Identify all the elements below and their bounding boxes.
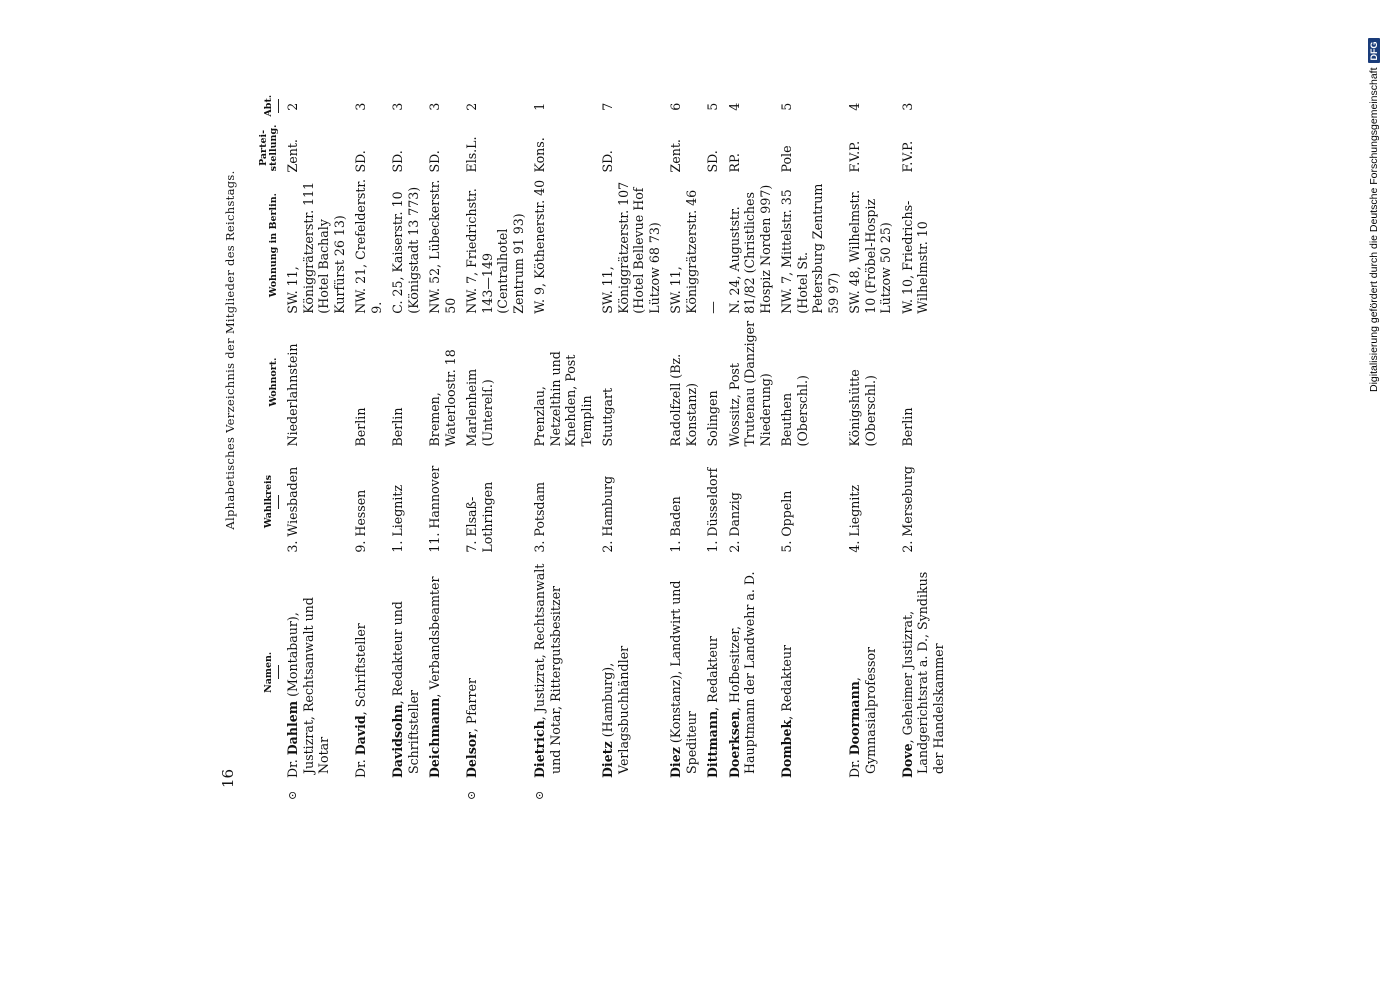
wohnort: Stuttgart <box>600 387 615 447</box>
wohnort: Beuthen (Oberschl.) <box>779 375 810 447</box>
partei: SD. <box>600 150 615 173</box>
table-row <box>668 90 705 790</box>
member-name <box>285 555 353 800</box>
profession: , Verbandsbeamter <box>427 576 442 698</box>
abteilung: 4 <box>726 102 742 111</box>
profession: , Redakteur <box>705 636 720 711</box>
member-name <box>727 555 780 790</box>
member-name <box>532 555 600 800</box>
surname: Doerksen <box>726 711 742 778</box>
abteilung: 3 <box>390 102 405 111</box>
surname: David <box>353 715 368 756</box>
header-name: Namen. <box>257 555 285 790</box>
partei: RP. <box>726 153 742 173</box>
table-row <box>390 90 427 790</box>
wohnort: Marlenheim (Unterelſ.) <box>464 368 495 447</box>
table-row <box>427 90 464 790</box>
member-name <box>464 555 532 800</box>
wahlkreis: 1. Baden <box>668 496 683 553</box>
wohnung: NW. 21, Crefelderstr. 9. <box>353 178 384 314</box>
member-name <box>705 555 727 790</box>
wohnung: NW. 7, Friedrichstr. 143—149 (Centralhotel Zentrum 91 93) <box>464 188 526 314</box>
table-row <box>847 90 900 790</box>
dfg-logo-icon: DFG <box>1368 38 1380 63</box>
page-title: Alphabetisches Verzeichnis der Mitglieder des Reichstags. <box>223 170 237 530</box>
wahlkreis: 9. Hessen <box>353 489 368 553</box>
credit-text: Digitalisierung gefördert durch die Deutsche Forschungsgemeinschaft <box>1368 67 1380 392</box>
members-table <box>257 90 952 800</box>
header-partei: Partei-stellung. <box>258 124 279 172</box>
surname: Dahlem <box>285 700 300 756</box>
dfg-credit <box>1366 8 1382 392</box>
wohnort: Bremen, Waterloostr. 18 <box>427 349 458 447</box>
wahlkreis: 7. Elsaß-Lothringen <box>464 481 495 553</box>
wohnort: Berlin <box>899 407 915 447</box>
name-prefix: Dr. <box>285 755 300 778</box>
wohnort: Wossitz, Post Trutenau (Danziger Niederung) <box>726 320 773 447</box>
partei: SD. <box>390 150 405 173</box>
table-row <box>779 90 847 790</box>
profession: , Geheimer Justizrat, Landgerichtsrat a. D., Syndikus der Handelskammer <box>899 571 946 774</box>
surname: Delsor <box>464 732 479 778</box>
table-row <box>727 90 780 790</box>
wahlkreis: 1. Düsseldorf <box>705 467 720 553</box>
wohnung: SW. 11, Königgrätzerstr. 111 (Hotel Bachaly Kurfürst 26 13) <box>285 181 347 314</box>
wohnung: SW. 11, Königgrätzerstr. 46 <box>668 189 699 314</box>
wohnort: Prenzlau, Netzelthin und Knehden, Post Templin <box>532 351 594 447</box>
partei: Zent. <box>285 139 300 173</box>
marker-icon: ⊙ <box>465 790 478 800</box>
member-name <box>427 555 464 790</box>
name-prefix: Dr. <box>847 755 862 778</box>
abteilung: 3 <box>427 102 442 111</box>
abteilung: 3 <box>899 102 915 111</box>
surname: Dittmann <box>705 710 720 778</box>
profession: , Justizrat, Rechtsanwalt und Notar, Rittergutsbesitzer <box>532 563 563 774</box>
wahlkreis: 5. Oppeln <box>779 490 794 553</box>
table-body <box>285 90 952 800</box>
wohnort: Berlin <box>353 407 368 447</box>
member-name <box>847 555 900 790</box>
wahlkreis: 1. Liegnitz <box>390 484 405 553</box>
profession: (Konstanz), Landwirt und Spediteur <box>668 580 699 774</box>
abteilung: 5 <box>705 102 720 111</box>
header-wohnort: Wohnort. <box>268 357 279 407</box>
member-name <box>779 555 847 790</box>
partei: F.V.P. <box>899 140 915 173</box>
surname: Dietrich <box>532 720 547 778</box>
surname: Doormann <box>847 681 862 756</box>
wohnung: C. 25, Kaiserstr. 10 (Königstadt 13 773) <box>390 186 421 314</box>
abteilung: 3 <box>353 102 368 111</box>
profession: , Hofbesitzer, Hauptmann der Landwehr a. D. <box>726 571 757 774</box>
abteilung: 6 <box>668 102 683 111</box>
wohnung: NW. 7, Mittelstr. 35 (Hotel St. Petersburg Zentrum 59 97) <box>779 183 841 314</box>
name-prefix: Dr. <box>353 755 368 778</box>
wohnung: W. 10, Friedrichs-Wilhelmstr. 10 <box>899 200 930 314</box>
surname: Dove <box>899 743 915 778</box>
page-number: 16 <box>219 768 237 788</box>
wohnort: Berlin <box>390 407 405 447</box>
partei: Els.L. <box>464 136 479 173</box>
member-name <box>668 555 705 790</box>
profession: , Pfarrer <box>464 677 479 733</box>
rotated-document <box>215 90 1115 800</box>
wohnung: N. 24, Auguststr. 81/82 (Christliches Hospiz Norden 997) <box>726 184 773 314</box>
member-name <box>600 555 668 790</box>
table-row <box>532 90 600 790</box>
wahlkreis: 2. Merseburg <box>899 466 915 553</box>
table-row <box>464 90 532 790</box>
abteilung: 5 <box>779 102 794 111</box>
surname: Diez <box>668 747 683 778</box>
wohnort: Königshütte (Oberschl.) <box>847 369 878 447</box>
partei: Pole <box>779 145 794 173</box>
abteilung: 1 <box>532 102 547 111</box>
table-row <box>285 90 353 790</box>
member-name <box>390 555 427 790</box>
surname: Davidsohn <box>390 704 405 778</box>
wahlkreis: 3. Wiesbaden <box>285 466 300 553</box>
profession: , Redakteur und Schriftsteller <box>390 601 421 774</box>
wohnort: Radolfzell (Bz. Konstanz) <box>668 353 699 447</box>
table-row <box>600 90 668 790</box>
partei: Zent. <box>668 139 683 173</box>
header-abt: Abt. <box>257 90 285 121</box>
wohnort: Niederlahnstein <box>285 343 300 447</box>
surname: Dietz <box>600 741 615 778</box>
member-name <box>900 555 953 790</box>
wahlkreis: 4. Liegnitz <box>847 484 862 553</box>
surname: Deichmann <box>427 697 442 778</box>
marker-icon: ⊙ <box>286 790 299 800</box>
partei: Kons. <box>532 137 547 173</box>
partei: SD. <box>427 150 442 173</box>
wohnung: — <box>705 301 720 314</box>
wohnung: W. 9, Köthenerstr. 40 <box>532 179 547 314</box>
profession: , Gymnasialprofessor <box>847 646 878 774</box>
wohnung: SW. 11, Königgrätzerstr. 107 (Hotel Bellevue Hof Lützow 68 73) <box>600 181 662 314</box>
table-row <box>705 90 727 790</box>
wohnort: Solingen <box>705 390 720 447</box>
table-row <box>900 90 953 790</box>
table-row <box>353 90 390 790</box>
header-wohnung: Wohnung in Berlin. <box>268 193 279 298</box>
abteilung: 2 <box>464 102 479 111</box>
abteilung: 4 <box>847 102 862 111</box>
partei: SD. <box>705 150 720 173</box>
abteilung: 2 <box>285 102 300 111</box>
wahlkreis: 2. Hamburg <box>600 475 615 553</box>
wohnung: NW. 52, Lübeckerstr. 50 <box>427 179 458 314</box>
profession: (Montabaur), Justizrat, Rechtsanwalt und Notar <box>285 597 331 774</box>
table-header-row <box>257 90 285 790</box>
abteilung: 7 <box>600 102 615 111</box>
wahlkreis: 11. Hannover <box>427 465 442 553</box>
partei: F.V.P. <box>847 140 862 173</box>
marker-icon: ⊙ <box>533 790 546 800</box>
profession: , Redakteur <box>779 645 794 720</box>
member-name <box>353 555 390 790</box>
wahlkreis: 3. Potsdam <box>532 482 547 553</box>
profession: (Hamburg), Verlagsbuchhändler <box>600 645 631 774</box>
profession: , Schriftsteller <box>353 623 368 716</box>
wahlkreis: 2. Danzig <box>726 492 742 553</box>
surname: Dombek <box>779 719 794 778</box>
partei: SD. <box>353 150 368 173</box>
wohnung: SW. 48, Wilhelmstr. 10 (Fröbel-Hospiz Lützow 50 25) <box>847 189 893 314</box>
header-wahlkreis: Wahlkreis <box>257 448 285 554</box>
